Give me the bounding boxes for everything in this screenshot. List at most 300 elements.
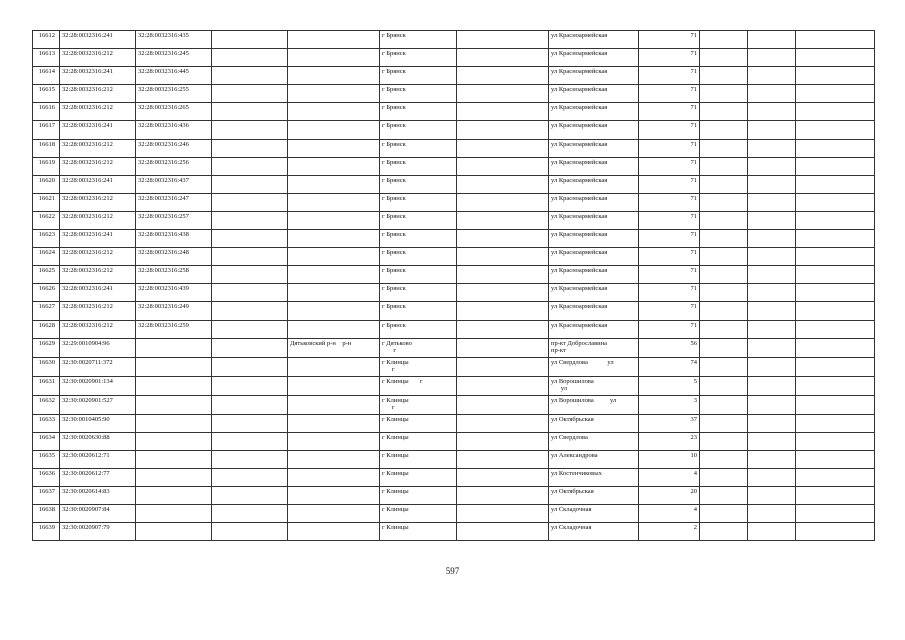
cell-blank-c	[796, 31, 875, 49]
cell-linked-cadastral-number	[136, 395, 212, 414]
cell-locality-part	[457, 505, 549, 523]
cell-blank-a	[700, 266, 748, 284]
cell-locality-part	[457, 302, 549, 320]
cell-extra-field	[212, 376, 288, 395]
cell-cadastral-number: 32:28:0032316:241	[60, 230, 136, 248]
cell-street: ул Красноармейская	[549, 121, 639, 139]
table-row	[33, 139, 875, 157]
cell-linked-cadastral-number	[136, 486, 212, 504]
cell-blank-c	[796, 211, 875, 229]
table-row	[33, 266, 875, 284]
cell-district	[288, 486, 380, 504]
cell-extra-field	[212, 357, 288, 376]
cell-locality: г Клинцы	[380, 468, 457, 486]
cell-street: ул Красноармейская	[549, 320, 639, 338]
cell-district	[288, 523, 380, 541]
cell-locality-part	[457, 121, 549, 139]
cell-locality: г Брянск	[380, 121, 457, 139]
cell-extra-field	[212, 211, 288, 229]
cell-street: ул Свердлова	[549, 432, 639, 450]
cell-district	[288, 157, 380, 175]
cell-blank-a	[700, 414, 748, 432]
cell-district	[288, 468, 380, 486]
cell-blank-c	[796, 139, 875, 157]
cell-extra-field	[212, 284, 288, 302]
cell-locality: г Дятьково г	[380, 338, 457, 357]
cell-row-number: 16625	[33, 266, 60, 284]
cell-district	[288, 193, 380, 211]
cell-linked-cadastral-number	[136, 505, 212, 523]
cell-district	[288, 320, 380, 338]
cell-blank-b	[748, 450, 796, 468]
cell-row-number: 16639	[33, 523, 60, 541]
cell-district	[288, 49, 380, 67]
cell-extra-field	[212, 523, 288, 541]
cell-blank-c	[796, 450, 875, 468]
cell-blank-b	[748, 139, 796, 157]
cell-house-number: 71	[639, 85, 700, 103]
cell-row-number: 16634	[33, 432, 60, 450]
cell-blank-a	[700, 523, 748, 541]
cell-linked-cadastral-number	[136, 432, 212, 450]
cell-cadastral-number: 32:28:0032316:212	[60, 193, 136, 211]
cell-locality: г Клинцы	[380, 486, 457, 504]
cell-locality: г Брянск	[380, 139, 457, 157]
table-row	[33, 450, 875, 468]
cell-district	[288, 284, 380, 302]
table-row	[33, 85, 875, 103]
cell-cadastral-number: 32:30:0020907:79	[60, 523, 136, 541]
cell-blank-b	[748, 211, 796, 229]
cell-blank-c	[796, 175, 875, 193]
cell-blank-c	[796, 523, 875, 541]
cell-locality: г Клинцы	[380, 505, 457, 523]
cell-locality: г Брянск	[380, 248, 457, 266]
table-row	[33, 320, 875, 338]
cell-cadastral-number: 32:28:0032316:241	[60, 121, 136, 139]
cell-blank-a	[700, 320, 748, 338]
cell-cadastral-number: 32:28:0032316:241	[60, 67, 136, 85]
cell-extra-field	[212, 139, 288, 157]
cell-extra-field	[212, 49, 288, 67]
cell-row-number: 16627	[33, 302, 60, 320]
cell-blank-a	[700, 395, 748, 414]
cell-blank-c	[796, 505, 875, 523]
cell-blank-b	[748, 432, 796, 450]
table-row	[33, 103, 875, 121]
cell-house-number: 10	[639, 450, 700, 468]
cell-extra-field	[212, 175, 288, 193]
cell-locality-part	[457, 414, 549, 432]
table-row	[33, 67, 875, 85]
cell-blank-c	[796, 376, 875, 395]
cell-blank-b	[748, 320, 796, 338]
cell-extra-field	[212, 450, 288, 468]
cell-locality: г Брянск	[380, 67, 457, 85]
cell-locality: г Брянск	[380, 31, 457, 49]
cell-locality: г Брянск	[380, 320, 457, 338]
parcel-table	[32, 30, 875, 541]
cell-district	[288, 395, 380, 414]
cell-blank-b	[748, 67, 796, 85]
cell-cadastral-number: 32:30:0010405:90	[60, 414, 136, 432]
cell-extra-field	[212, 31, 288, 49]
cell-street: ул Красноармейская	[549, 248, 639, 266]
cell-linked-cadastral-number: 32:28:0032316:259	[136, 320, 212, 338]
cell-blank-c	[796, 468, 875, 486]
cell-street: ул Ворошилова ул	[549, 395, 639, 414]
cell-locality: г Клинцы	[380, 414, 457, 432]
cell-cadastral-number: 32:28:0032316:212	[60, 103, 136, 121]
table-row	[33, 338, 875, 357]
table-row	[33, 523, 875, 541]
cell-locality: г Клинцы	[380, 450, 457, 468]
cell-blank-c	[796, 193, 875, 211]
cell-district	[288, 175, 380, 193]
cell-row-number: 16616	[33, 103, 60, 121]
cell-blank-c	[796, 67, 875, 85]
cell-row-number: 16628	[33, 320, 60, 338]
cell-row-number: 16622	[33, 211, 60, 229]
cell-linked-cadastral-number	[136, 357, 212, 376]
cell-linked-cadastral-number: 32:28:0032316:435	[136, 31, 212, 49]
cell-blank-b	[748, 193, 796, 211]
cell-locality: г Клинцы	[380, 432, 457, 450]
cell-extra-field	[212, 230, 288, 248]
cell-house-number: 71	[639, 49, 700, 67]
cell-blank-b	[748, 376, 796, 395]
cell-street: ул Красноармейская	[549, 85, 639, 103]
cell-street: ул Октябрьская	[549, 486, 639, 504]
table-row	[33, 31, 875, 49]
cell-blank-a	[700, 121, 748, 139]
cell-extra-field	[212, 67, 288, 85]
table-row	[33, 395, 875, 414]
cell-locality-part	[457, 338, 549, 357]
cell-extra-field	[212, 85, 288, 103]
cell-locality: г Брянск	[380, 103, 457, 121]
cell-locality-part	[457, 67, 549, 85]
cell-blank-b	[748, 266, 796, 284]
cell-house-number: 20	[639, 486, 700, 504]
cell-house-number: 56	[639, 338, 700, 357]
cell-blank-b	[748, 31, 796, 49]
cell-street: пр-кт Доброславина пр-кт	[549, 338, 639, 357]
cell-blank-c	[796, 302, 875, 320]
cell-linked-cadastral-number	[136, 376, 212, 395]
cell-cadastral-number: 32:28:0032316:241	[60, 175, 136, 193]
cell-street: ул Складочная	[549, 505, 639, 523]
cell-district: Дятьковский р-н р-н	[288, 338, 380, 357]
cell-district	[288, 139, 380, 157]
cell-cadastral-number: 32:28:0032316:212	[60, 302, 136, 320]
cell-extra-field	[212, 468, 288, 486]
cell-row-number: 16630	[33, 357, 60, 376]
cell-cadastral-number: 32:30:0020901:527	[60, 395, 136, 414]
cell-blank-a	[700, 31, 748, 49]
cell-locality-part	[457, 284, 549, 302]
cell-linked-cadastral-number	[136, 468, 212, 486]
cell-cadastral-number: 32:28:0032316:241	[60, 284, 136, 302]
cell-locality-part	[457, 49, 549, 67]
cell-row-number: 16614	[33, 67, 60, 85]
cell-locality: г Клинцы г	[380, 395, 457, 414]
cell-linked-cadastral-number: 32:28:0032316:248	[136, 248, 212, 266]
cell-locality-part	[457, 85, 549, 103]
cell-row-number: 16612	[33, 31, 60, 49]
table-row	[33, 193, 875, 211]
cell-blank-a	[700, 175, 748, 193]
cell-extra-field	[212, 103, 288, 121]
cell-street: ул Красноармейская	[549, 103, 639, 121]
table-row	[33, 468, 875, 486]
cell-row-number: 16613	[33, 49, 60, 67]
cell-blank-a	[700, 248, 748, 266]
cell-row-number: 16637	[33, 486, 60, 504]
cell-street: ул Красноармейская	[549, 175, 639, 193]
cell-locality: г Клинцы	[380, 523, 457, 541]
cell-district	[288, 376, 380, 395]
cell-locality-part	[457, 395, 549, 414]
cell-extra-field	[212, 486, 288, 504]
cell-house-number: 71	[639, 230, 700, 248]
cell-blank-b	[748, 157, 796, 175]
cell-district	[288, 85, 380, 103]
cell-street: ул Красноармейская	[549, 211, 639, 229]
cell-linked-cadastral-number	[136, 450, 212, 468]
cell-blank-c	[796, 121, 875, 139]
cell-locality-part	[457, 103, 549, 121]
cell-house-number: 71	[639, 284, 700, 302]
table-row	[33, 49, 875, 67]
cell-district	[288, 432, 380, 450]
table-row	[33, 432, 875, 450]
cell-blank-c	[796, 395, 875, 414]
cell-linked-cadastral-number: 32:28:0032316:247	[136, 193, 212, 211]
cell-street: ул Красноармейская	[549, 284, 639, 302]
cell-row-number: 16631	[33, 376, 60, 395]
cell-house-number: 71	[639, 157, 700, 175]
cell-blank-b	[748, 121, 796, 139]
cell-locality: г Брянск	[380, 284, 457, 302]
cell-locality: г Брянск	[380, 85, 457, 103]
cell-street: ул Красноармейская	[549, 139, 639, 157]
cell-locality-part	[457, 248, 549, 266]
cell-row-number: 16615	[33, 85, 60, 103]
cell-blank-a	[700, 193, 748, 211]
cell-blank-a	[700, 450, 748, 468]
document-sheet	[32, 30, 874, 541]
cell-locality-part	[457, 139, 549, 157]
cell-extra-field	[212, 157, 288, 175]
cell-cadastral-number: 32:30:0020711:372	[60, 357, 136, 376]
cell-blank-b	[748, 85, 796, 103]
cell-house-number: 71	[639, 175, 700, 193]
cell-locality: г Брянск	[380, 211, 457, 229]
table-row	[33, 357, 875, 376]
cell-blank-b	[748, 468, 796, 486]
cell-street: ул Свердлова ул	[549, 357, 639, 376]
cell-house-number: 71	[639, 266, 700, 284]
cell-blank-a	[700, 139, 748, 157]
cell-blank-b	[748, 523, 796, 541]
cell-district	[288, 211, 380, 229]
cell-blank-c	[796, 357, 875, 376]
cell-house-number: 71	[639, 193, 700, 211]
cell-extra-field	[212, 432, 288, 450]
cell-district	[288, 230, 380, 248]
table-row	[33, 376, 875, 395]
cell-street: ул Октябрьская	[549, 414, 639, 432]
cell-cadastral-number: 32:30:0020612:77	[60, 468, 136, 486]
cell-cadastral-number: 32:28:0032316:241	[60, 31, 136, 49]
cell-row-number: 16621	[33, 193, 60, 211]
cell-locality: г Брянск	[380, 157, 457, 175]
cell-house-number: 74	[639, 357, 700, 376]
cell-blank-c	[796, 103, 875, 121]
cell-blank-a	[700, 49, 748, 67]
cell-blank-c	[796, 414, 875, 432]
cell-linked-cadastral-number: 32:28:0032316:246	[136, 139, 212, 157]
cell-blank-a	[700, 67, 748, 85]
table-row	[33, 157, 875, 175]
table-row	[33, 248, 875, 266]
cell-district	[288, 357, 380, 376]
cell-house-number: 71	[639, 211, 700, 229]
cell-house-number: 5	[639, 376, 700, 395]
cell-house-number: 71	[639, 302, 700, 320]
cell-blank-b	[748, 248, 796, 266]
cell-house-number: 37	[639, 414, 700, 432]
cell-row-number: 16636	[33, 468, 60, 486]
cell-blank-b	[748, 49, 796, 67]
cell-locality: г Клинцы г	[380, 376, 457, 395]
cell-street: ул Красноармейская	[549, 31, 639, 49]
cell-blank-b	[748, 486, 796, 504]
cell-row-number: 16635	[33, 450, 60, 468]
cell-blank-c	[796, 432, 875, 450]
cell-blank-a	[700, 230, 748, 248]
cell-street: ул Александрова	[549, 450, 639, 468]
cell-cadastral-number: 32:28:0032316:212	[60, 85, 136, 103]
cell-house-number: 3	[639, 395, 700, 414]
cell-row-number: 16633	[33, 414, 60, 432]
cell-district	[288, 67, 380, 85]
cell-cadastral-number: 32:28:0032316:212	[60, 266, 136, 284]
cell-extra-field	[212, 505, 288, 523]
cell-linked-cadastral-number	[136, 414, 212, 432]
cell-extra-field	[212, 121, 288, 139]
table-row	[33, 284, 875, 302]
cell-extra-field	[212, 302, 288, 320]
cell-street: ул Красноармейская	[549, 193, 639, 211]
cell-blank-a	[700, 284, 748, 302]
cell-cadastral-number: 32:28:0032316:212	[60, 49, 136, 67]
cell-linked-cadastral-number: 32:28:0032316:257	[136, 211, 212, 229]
cell-blank-a	[700, 103, 748, 121]
cell-locality-part	[457, 486, 549, 504]
cell-locality: г Брянск	[380, 49, 457, 67]
cell-row-number: 16620	[33, 175, 60, 193]
cell-district	[288, 302, 380, 320]
cell-house-number: 4	[639, 505, 700, 523]
cell-house-number: 71	[639, 67, 700, 85]
cell-blank-c	[796, 85, 875, 103]
cell-district	[288, 505, 380, 523]
cell-extra-field	[212, 395, 288, 414]
cell-house-number: 4	[639, 468, 700, 486]
cell-street: ул Ворошилова ул	[549, 376, 639, 395]
cell-blank-c	[796, 49, 875, 67]
cell-linked-cadastral-number	[136, 338, 212, 357]
cell-blank-b	[748, 175, 796, 193]
cell-cadastral-number: 32:28:0032316:212	[60, 320, 136, 338]
cell-locality-part	[457, 432, 549, 450]
cell-locality-part	[457, 157, 549, 175]
cell-district	[288, 121, 380, 139]
cell-locality-part	[457, 175, 549, 193]
cell-row-number: 16623	[33, 230, 60, 248]
cell-cadastral-number: 32:28:0032316:212	[60, 211, 136, 229]
cell-extra-field	[212, 414, 288, 432]
cell-locality-part	[457, 193, 549, 211]
cell-district	[288, 450, 380, 468]
cell-street: ул Красноармейская	[549, 49, 639, 67]
cell-linked-cadastral-number: 32:28:0032316:265	[136, 103, 212, 121]
cell-linked-cadastral-number: 32:28:0032316:245	[136, 49, 212, 67]
cell-cadastral-number: 32:28:0032316:212	[60, 157, 136, 175]
cell-extra-field	[212, 338, 288, 357]
table-row	[33, 505, 875, 523]
cell-linked-cadastral-number: 32:28:0032316:256	[136, 157, 212, 175]
cell-blank-b	[748, 230, 796, 248]
cell-linked-cadastral-number: 32:28:0032316:436	[136, 121, 212, 139]
cell-extra-field	[212, 266, 288, 284]
cell-blank-a	[700, 505, 748, 523]
cell-cadastral-number: 32:28:0032316:212	[60, 139, 136, 157]
cell-linked-cadastral-number	[136, 523, 212, 541]
cell-extra-field	[212, 320, 288, 338]
cell-linked-cadastral-number: 32:28:0032316:438	[136, 230, 212, 248]
table-row	[33, 175, 875, 193]
cell-locality-part	[457, 357, 549, 376]
cell-blank-b	[748, 284, 796, 302]
cell-locality-part	[457, 31, 549, 49]
cell-house-number: 71	[639, 103, 700, 121]
cell-street: ул Красноармейская	[549, 67, 639, 85]
cell-row-number: 16626	[33, 284, 60, 302]
page-number: 597	[445, 566, 460, 576]
cell-street: ул Красноармейская	[549, 266, 639, 284]
cell-blank-a	[700, 376, 748, 395]
cell-linked-cadastral-number: 32:28:0032316:437	[136, 175, 212, 193]
cell-cadastral-number: 32:28:0032316:212	[60, 248, 136, 266]
cell-blank-c	[796, 486, 875, 504]
cell-cadastral-number: 32:30:0020614:83	[60, 486, 136, 504]
cell-blank-c	[796, 157, 875, 175]
cell-blank-a	[700, 338, 748, 357]
cell-blank-b	[748, 103, 796, 121]
cell-house-number: 71	[639, 248, 700, 266]
cell-blank-b	[748, 338, 796, 357]
cell-district	[288, 266, 380, 284]
cell-blank-b	[748, 414, 796, 432]
cell-cadastral-number: 32:30:0020630:88	[60, 432, 136, 450]
cell-linked-cadastral-number: 32:28:0032316:258	[136, 266, 212, 284]
cell-extra-field	[212, 248, 288, 266]
cell-blank-b	[748, 505, 796, 523]
cell-blank-c	[796, 284, 875, 302]
